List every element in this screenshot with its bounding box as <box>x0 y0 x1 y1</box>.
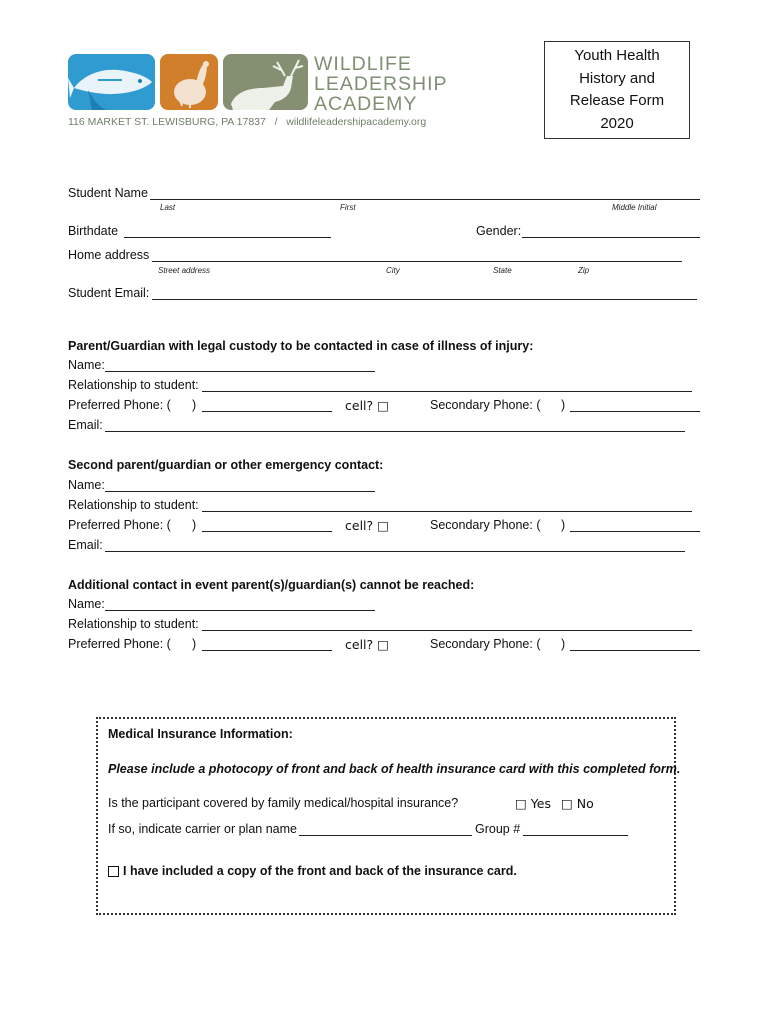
name-sub-middle: Middle Initial <box>612 203 657 212</box>
deer-logo-tile <box>223 54 308 110</box>
copy-confirm-label: I have included a copy of the front and back of the insurance card. <box>123 864 517 878</box>
title-line: Release Form <box>569 92 665 109</box>
title-line: Youth Health <box>574 47 660 64</box>
home-address-field[interactable] <box>152 261 682 262</box>
contact-name-label: Name: <box>68 478 105 492</box>
contact-name-field[interactable] <box>105 371 375 372</box>
preferred-phone-label: Preferred Phone: ( <box>68 637 171 651</box>
birthdate-label: Birthdate <box>68 224 119 238</box>
cell-checkbox[interactable]: cell? □ <box>345 637 389 652</box>
coverage-yes-checkbox[interactable]: □ Yes <box>515 796 551 811</box>
logo-wordmark-line1: WILDLIFE <box>314 53 412 75</box>
logo-wordmark-line3: ACADEMY <box>314 93 418 115</box>
email-label: Email: <box>68 538 103 552</box>
relationship-label: Relationship to student: <box>68 617 199 631</box>
relationship-field[interactable] <box>202 511 692 512</box>
coverage-question: Is the participant covered by family medical/hospital insurance? <box>108 796 459 810</box>
preferred-phone-label: Preferred Phone: ( <box>68 518 171 532</box>
section-heading: Parent/Guardian with legal custody to be contacted in case of illness of injury: <box>68 339 534 353</box>
section-heading: Additional contact in event parent(s)/guardian(s) cannot be reached: <box>68 578 475 592</box>
logo-separator: / <box>274 116 278 128</box>
student-email-label: Student Email: <box>68 286 150 300</box>
preferred-phone-label: Preferred Phone: ( <box>68 398 171 412</box>
contact-name-label: Name: <box>68 597 105 611</box>
title-year: 2020 <box>600 114 634 132</box>
logo-website: wildlifeleadershipacademy.org <box>286 116 427 128</box>
addr-sub-zip: Zip <box>578 266 590 275</box>
deer-icon <box>223 54 308 110</box>
fish-icon <box>68 54 155 110</box>
secondary-phone-label: Secondary Phone: ( <box>430 518 541 532</box>
cell-checkbox[interactable]: cell? □ <box>345 518 389 533</box>
paren-close: ) <box>192 398 197 412</box>
home-address-label: Home address <box>68 248 150 262</box>
turkey-icon <box>160 54 218 110</box>
student-name-label: Student Name <box>68 186 148 200</box>
secondary-phone-field[interactable] <box>570 531 700 532</box>
secondary-phone-field[interactable] <box>570 411 700 412</box>
group-number-field[interactable] <box>523 835 628 836</box>
insurance-instruction: Please include a photocopy of front and back of health insurance card with this completed form. <box>108 762 681 776</box>
addr-sub-state: State <box>493 266 512 275</box>
paren-close: ) <box>561 518 566 532</box>
addr-sub-street: Street address <box>158 266 211 275</box>
secondary-phone-label: Secondary Phone: ( <box>430 637 541 651</box>
gender-label: Gender: <box>476 224 522 238</box>
addr-sub-city: City <box>386 266 400 275</box>
paren-close: ) <box>192 637 197 651</box>
email-field[interactable] <box>105 431 685 432</box>
logo-address <box>68 116 426 128</box>
email-field[interactable] <box>105 551 685 552</box>
gender-field[interactable] <box>522 237 700 238</box>
student-name-field[interactable] <box>150 199 700 200</box>
cell-checkbox[interactable]: cell? □ <box>345 398 389 413</box>
fish-logo-tile <box>68 54 155 110</box>
name-sub-first: First <box>340 203 356 212</box>
contact-name-field[interactable] <box>105 610 375 611</box>
insurance-box <box>96 717 676 915</box>
section-heading: Second parent/guardian or other emergency contact: <box>68 458 384 472</box>
carrier-field[interactable] <box>299 835 472 836</box>
preferred-phone-field[interactable] <box>202 650 332 651</box>
paren-close: ) <box>561 398 566 412</box>
secondary-phone-field[interactable] <box>570 650 700 651</box>
email-label: Email: <box>68 418 103 432</box>
coverage-no-checkbox[interactable]: □ No <box>561 796 594 811</box>
title-line: History and <box>579 69 655 87</box>
insurance-heading: Medical Insurance Information: <box>108 727 293 741</box>
bird-logo-tile <box>160 54 218 110</box>
paren-close: ) <box>192 518 197 532</box>
preferred-phone-field[interactable] <box>202 531 332 532</box>
carrier-label: If so, indicate carrier or plan name <box>108 822 297 836</box>
preferred-phone-field[interactable] <box>202 411 332 412</box>
secondary-phone-label: Secondary Phone: ( <box>430 398 541 412</box>
logo-wordmark-line2: LEADERSHIP <box>314 73 448 95</box>
relationship-label: Relationship to student: <box>68 498 199 512</box>
group-label: Group # <box>475 822 521 836</box>
student-email-field[interactable] <box>152 299 697 300</box>
relationship-label: Relationship to student: <box>68 378 199 392</box>
relationship-field[interactable] <box>202 391 692 392</box>
relationship-field[interactable] <box>202 630 692 631</box>
paren-close: ) <box>561 637 566 651</box>
form-title-box <box>544 41 690 139</box>
logo-address-text: 116 MARKET ST. LEWISBURG, PA 17837 <box>68 116 266 128</box>
birthdate-field[interactable] <box>124 237 331 238</box>
contact-name-field[interactable] <box>105 491 375 492</box>
name-sub-last: Last <box>160 203 176 212</box>
copy-confirm-checkbox[interactable] <box>108 866 119 877</box>
contact-name-label: Name: <box>68 358 105 372</box>
